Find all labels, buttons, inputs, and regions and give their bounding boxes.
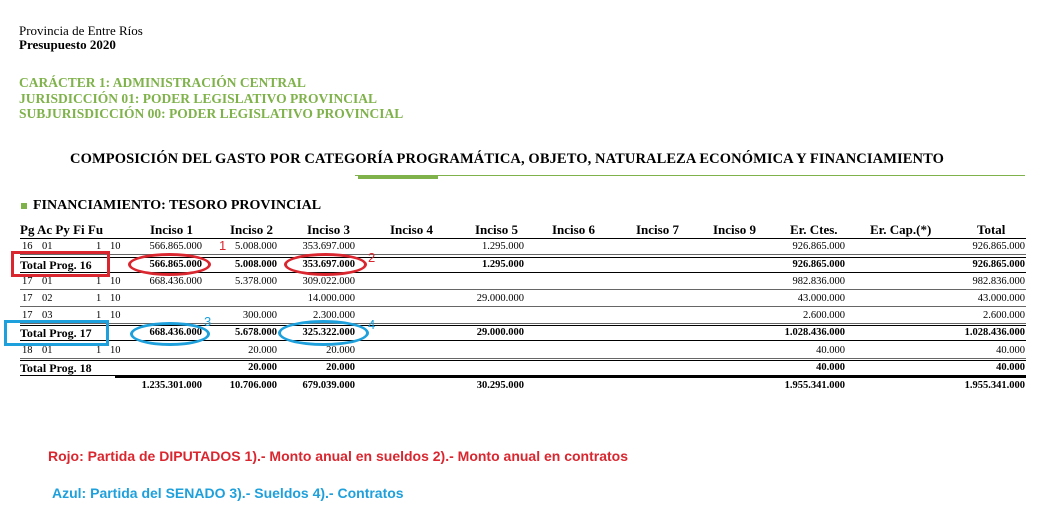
red-annotation-number-1: 1 [219, 238, 227, 253]
cell-inc1: 668.436.000 [149, 276, 202, 287]
blue-annotation-ellipse-3 [130, 322, 210, 346]
cell-inc3: 20.000 [326, 345, 355, 356]
cell-inc2: 20.000 [248, 345, 277, 356]
header-inciso4: Inciso 4 [390, 222, 433, 237]
cell-fu: 10 [110, 345, 121, 356]
cell-inc3: 679.039.000 [302, 380, 355, 391]
cell-total: 926.865.000 [972, 259, 1025, 270]
cell-ac: 01 [42, 345, 53, 356]
cell-ctes: 40.000 [816, 362, 845, 373]
row-separator [20, 306, 1026, 307]
key-columns-header: Pg Ac Py Fi Fu [20, 222, 104, 237]
header-inciso6: Inciso 6 [552, 222, 595, 237]
cell-fu: 10 [110, 293, 121, 304]
cell-total: 1.955.341.000 [964, 380, 1025, 391]
cell-inc5: 29.000.000 [476, 293, 524, 304]
cell-pg: 17 [22, 293, 33, 304]
title-underline [355, 175, 1025, 176]
cell-fi: 1 [96, 345, 102, 356]
subjurisdiccion-line: SUBJURISDICCIÓN 00: PODER LEGISLATIVO PROVINCIAL [19, 106, 404, 121]
caracter-line: CARÁCTER 1: ADMINISTRACIÓN CENTRAL [19, 75, 306, 90]
cell-ac: 02 [42, 293, 53, 304]
financiamiento-title: FINANCIAMIENTO: TESORO PROVINCIAL [33, 198, 322, 213]
cell-inc5: 1.295.000 [482, 241, 524, 252]
cell-pg: 18 [22, 345, 33, 356]
title-underline-accent [358, 175, 438, 179]
cell-total: 926.865.000 [972, 241, 1025, 252]
cell-inc3: 353.697.000 [302, 259, 355, 270]
cell-inc2: 20.000 [248, 362, 277, 373]
header-inciso7: Inciso 7 [636, 222, 679, 237]
blue-legend-note: Azul: Partida del SENADO 3).- Sueldos 4).- Contratos [52, 485, 404, 501]
header-er-ctes: Er. Ctes. [790, 222, 838, 237]
red-annotation-box [11, 251, 110, 277]
blue-annotation-ellipse-4 [278, 320, 369, 346]
cell-ctes: 40.000 [816, 345, 845, 356]
cell-inc3: 309.022.000 [302, 276, 355, 287]
cell-inc3: 325.322.000 [302, 327, 355, 338]
red-annotation-ellipse-2 [284, 253, 367, 276]
cell-ctes: 2.600.000 [803, 310, 845, 321]
header-total: Total [977, 222, 1006, 237]
row-total-label: Total Prog. 16 [20, 258, 92, 272]
cell-ac: 01 [42, 276, 53, 287]
province-name: Provincia de Entre Ríos [19, 23, 143, 38]
cell-total: 40.000 [996, 345, 1025, 356]
cell-ctes: 926.865.000 [792, 241, 845, 252]
cell-inc3: 20.000 [326, 362, 355, 373]
cell-inc1: 566.865.000 [149, 259, 202, 270]
cell-fu: 10 [110, 276, 121, 287]
cell-inc2: 5.378.000 [235, 276, 277, 287]
cell-fi: 1 [96, 276, 102, 287]
cell-fi: 1 [96, 293, 102, 304]
cell-ctes: 1.955.341.000 [784, 380, 845, 391]
row-separator [20, 289, 1026, 290]
cell-inc5: 29.000.000 [476, 327, 524, 338]
cell-ctes: 926.865.000 [792, 259, 845, 270]
cell-ac: 03 [42, 310, 53, 321]
cell-inc2: 10.706.000 [229, 380, 277, 391]
jurisdiccion-line: JURISDICCIÓN 01: PODER LEGISLATIVO PROVINCIAL [19, 91, 378, 106]
cell-inc1: 566.865.000 [149, 241, 202, 252]
cell-inc3: 353.697.000 [302, 241, 355, 252]
square-bullet-icon [21, 203, 27, 209]
cell-fu: 10 [110, 310, 121, 321]
red-annotation-ellipse-1 [128, 253, 211, 276]
red-legend-note: Rojo: Partida de DIPUTADOS 1).- Monto anual en sueldos 2).- Monto anual en contratos [48, 448, 628, 464]
cell-pg: 16 [22, 241, 33, 252]
cell-ctes: 43.000.000 [797, 293, 845, 304]
cell-inc1: 1.235.301.000 [141, 380, 202, 391]
cell-inc2: 5.678.000 [235, 327, 277, 338]
row-separator [20, 360, 1026, 361]
cell-fi: 1 [96, 241, 102, 252]
cell-total: 2.600.000 [983, 310, 1025, 321]
cell-pg: 17 [22, 310, 33, 321]
row-separator [20, 358, 1026, 359]
row-total-label: Total Prog. 17 [20, 326, 92, 340]
header-rule [20, 238, 1026, 239]
cell-inc5: 1.295.000 [482, 259, 524, 270]
cell-inc2: 5.008.000 [235, 241, 277, 252]
cell-total: 43.000.000 [977, 293, 1025, 304]
header-inciso5: Inciso 5 [475, 222, 518, 237]
row-separator [115, 376, 1026, 378]
cell-inc2: 300.000 [242, 310, 277, 321]
cell-ac: 01 [42, 241, 53, 252]
cell-fi: 1 [96, 310, 102, 321]
cell-total: 1.028.436.000 [964, 327, 1025, 338]
cell-inc3: 14.000.000 [307, 293, 355, 304]
page-title: COMPOSICIÓN DEL GASTO POR CATEGORÍA PROGRAMÁTICA, OBJETO, NATURALEZA ECONÓMICA Y FINANCIAMIENTO [70, 151, 944, 167]
cell-fu: 10 [110, 241, 121, 252]
red-annotation-number-2: 2 [368, 250, 376, 265]
cell-total: 40.000 [996, 362, 1025, 373]
cell-inc3: 2.300.000 [313, 310, 355, 321]
cell-inc5: 30.295.000 [476, 380, 524, 391]
row-total-label: Total Prog. 18 [20, 361, 92, 375]
header-inciso9: Inciso 9 [713, 222, 756, 237]
header-inciso1: Inciso 1 [150, 222, 193, 237]
header-inciso2: Inciso 2 [230, 222, 273, 237]
blue-annotation-box [4, 320, 109, 346]
cell-ctes: 1.028.436.000 [784, 327, 845, 338]
blue-annotation-number-3: 3 [204, 314, 212, 329]
cell-inc2: 5.008.000 [235, 259, 277, 270]
blue-annotation-number-4: 4 [368, 317, 376, 332]
cell-pg: 17 [22, 276, 33, 287]
cell-total: 982.836.000 [972, 276, 1025, 287]
cell-ctes: 982.836.000 [792, 276, 845, 287]
header-er-cap: Er. Cap.(*) [870, 222, 932, 237]
header-inciso3: Inciso 3 [307, 222, 350, 237]
budget-year: Presupuesto 2020 [19, 37, 116, 52]
cell-inc1: 668.436.000 [149, 327, 202, 338]
